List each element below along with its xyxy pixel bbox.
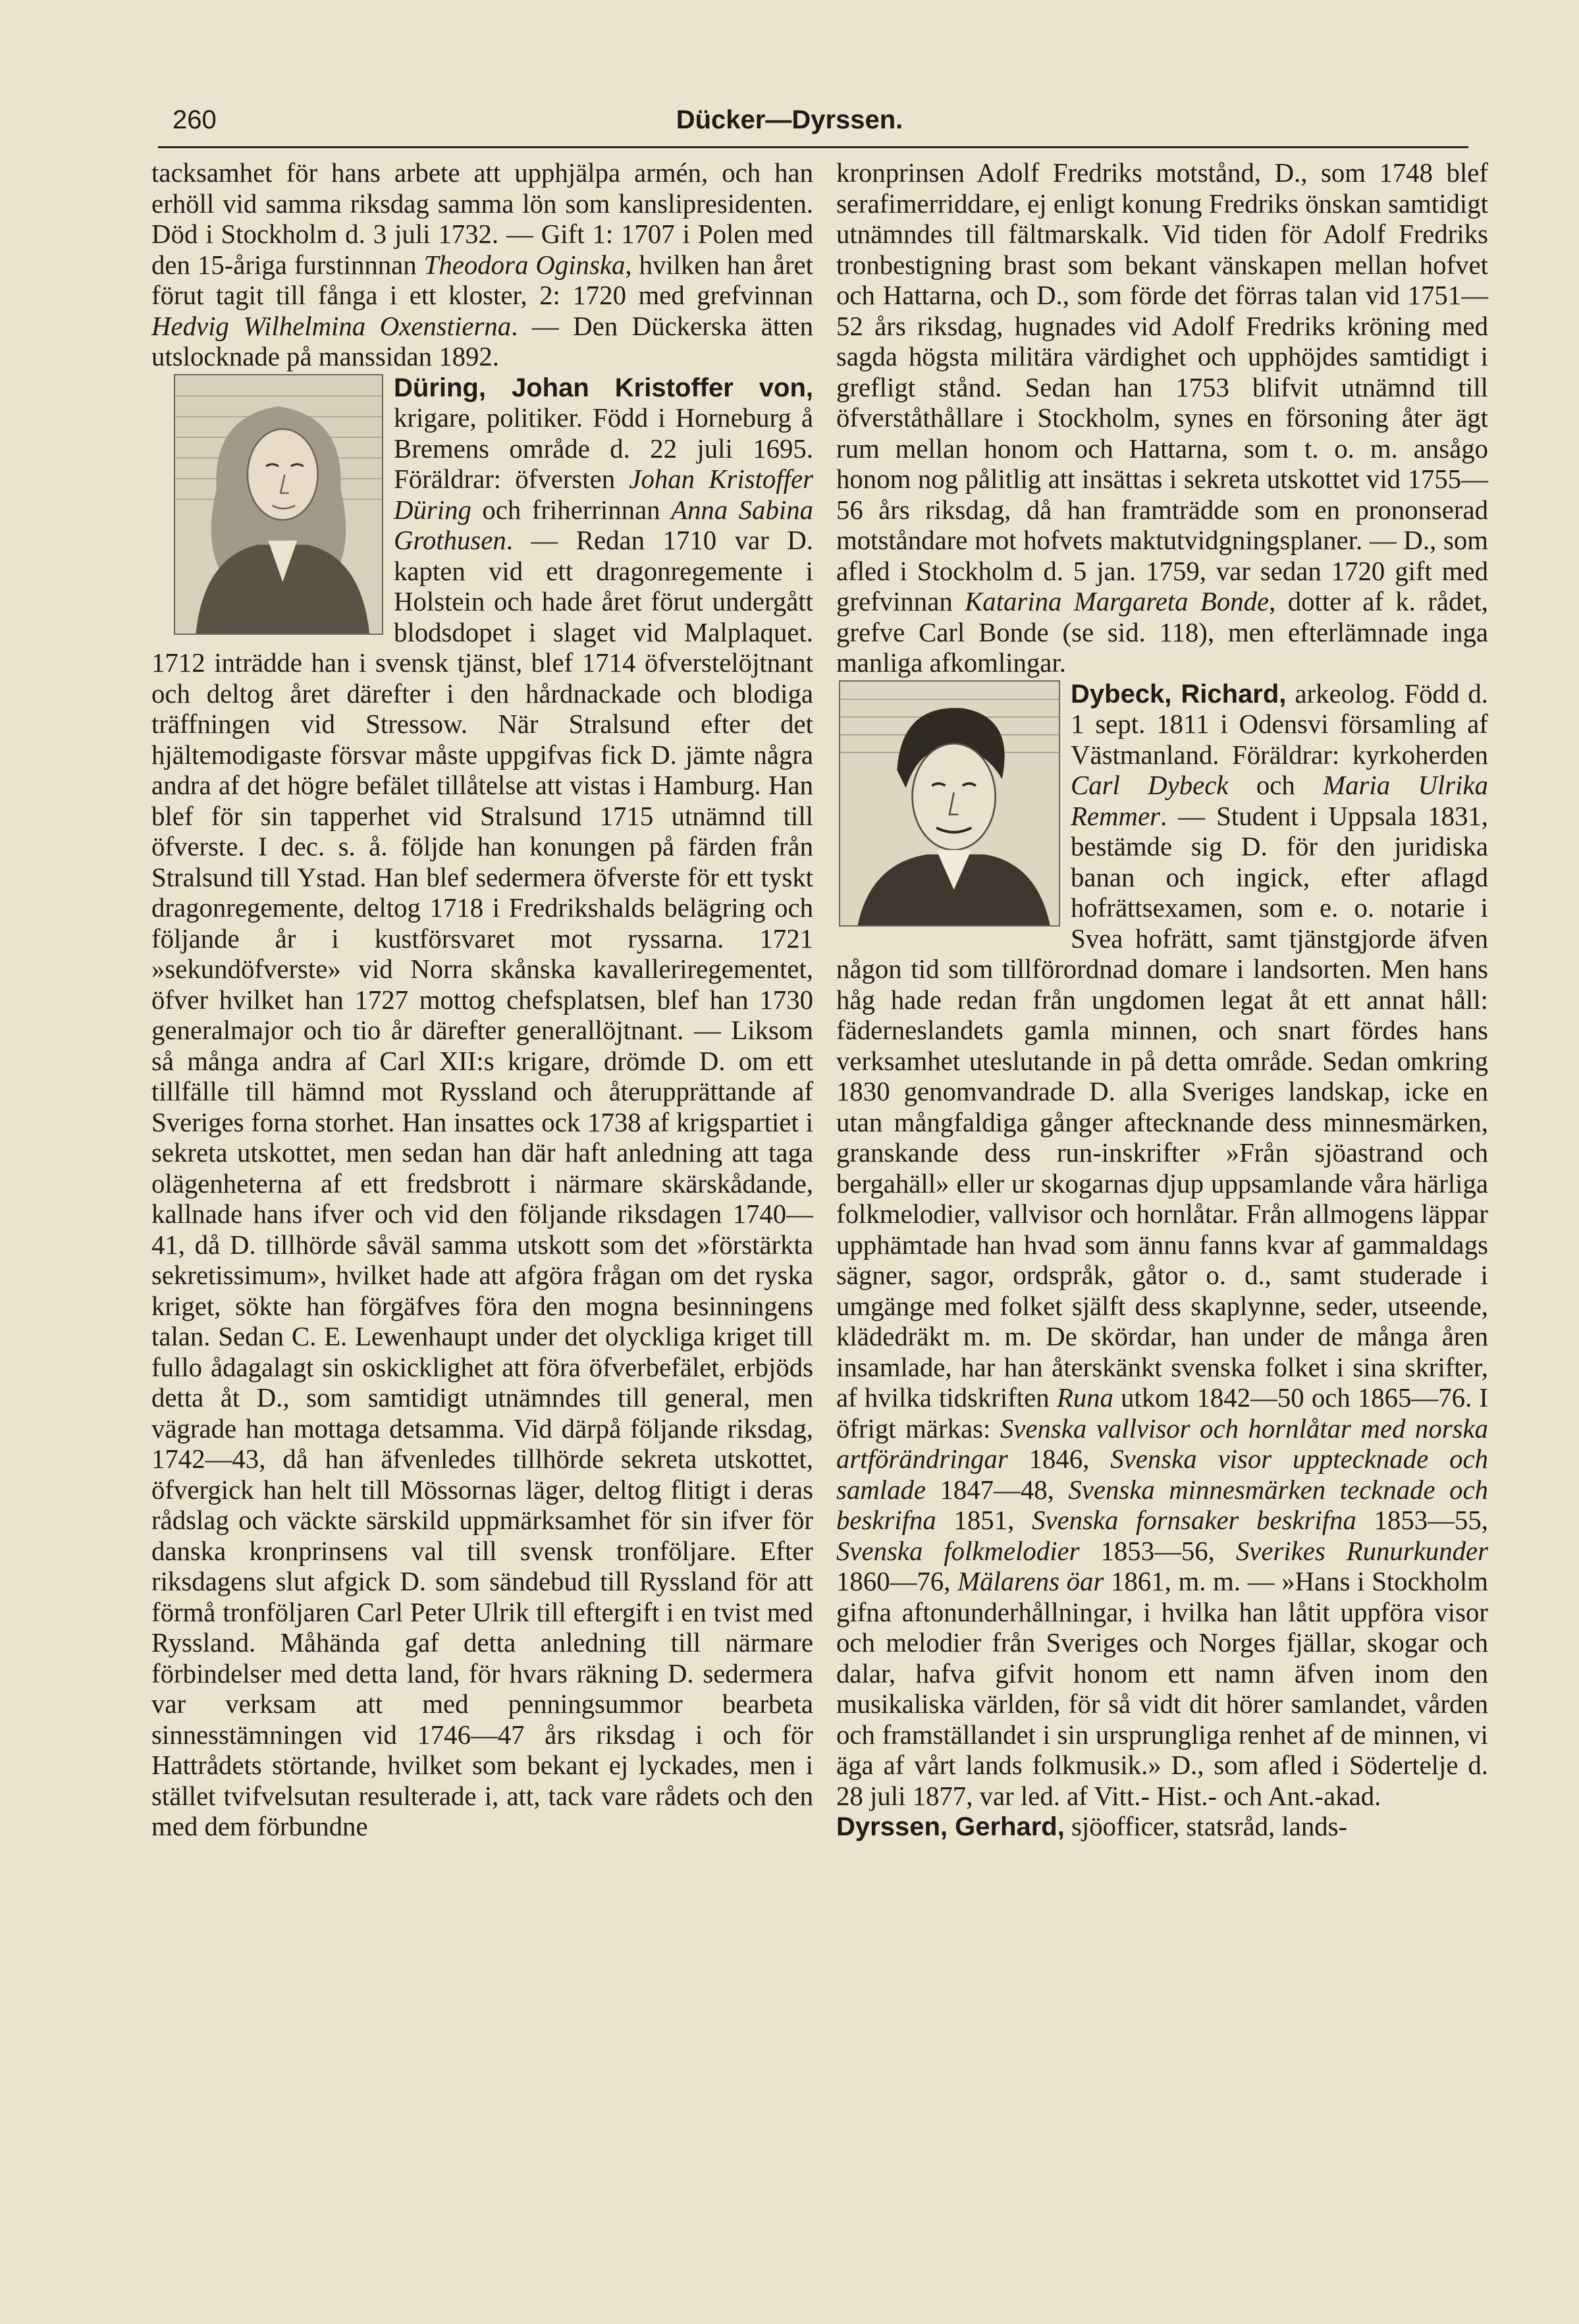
portrait-during-icon — [174, 374, 383, 635]
person-name: Anna Sabina Grothusen — [394, 495, 813, 555]
text-run: , dotter af k. rådet, grefve Carl Bonde (se sid. 118), men efterlämnade inga manliga afkomlingar. — [836, 587, 1489, 678]
work-title: Svenska fornsaker beskrifna — [1031, 1505, 1356, 1535]
person-name: Hedvig Wilhelmina Oxenstierna — [151, 311, 512, 341]
entry-during — [151, 373, 813, 1843]
text-run: . — Student i Uppsala 1831, bestämde sig D. för den juridiska banan och ingick, efter aflagd hofrättsexamen, som e. o. notarie i Svea hofrätt, samt tjänstgjorde äfven någon tid som tillförordnad domare i landsorten. Men hans håg hade redan från ungdomen legat åt ett annat håll: fäderneslandets gamla minnen, och snart fördes hans verksamhet uteslutande in på detta område. Sedan omkring 1830 genomvandrade D. alla Sveriges landskap, icke en utan mångfaldiga gånger aftecknande dess minnesmärken, granskande dess run-inskrifter »Från sjöastrand och bergahäll» eller ur skogarnas djup uppsamlande våra härliga folkmelodier, vallvisor och hornlåtar. Från allmogens läppar upphämtade han hvad som ännu fanns kvar af gammaldags sägner, sagor, ordspråk, gåtor o. d., samt studerade i umgänge med folket själft dess skaplynne, seder, utseende, klädedräkt m. m. De skördar, han under de många åren insamlade, har han återskänkt svenska folket i sina skrifter, af hvilka tidskriften — [836, 801, 1488, 1413]
person-name: Katarina Margareta Bonde — [965, 587, 1270, 616]
text-run: 1853—55, — [1356, 1505, 1488, 1535]
text-run: 1853—56, — [1079, 1536, 1236, 1566]
running-head: Dücker—Dyrssen. — [676, 105, 903, 134]
text-run: sjöofficer, statsråd, lands- — [1064, 1812, 1348, 1841]
text-run: krigare, politiker. Född i Horneburg å Bremens område d. 22 juli 1695. Föräldrar: öfversten — [394, 403, 813, 494]
entry-name-dybeck: Dybeck, Richard, — [1071, 679, 1287, 709]
right-column — [836, 158, 1488, 1843]
page-number: 260 — [173, 105, 217, 134]
text-run: , hvilken han året förut tagit till fånga i ett kloster, 2: 1720 med grefvinnan — [151, 250, 813, 310]
text-run: och — [1228, 770, 1324, 800]
work-title: Mälarens öar — [957, 1567, 1104, 1596]
text-run: 1861, m. m. — »Hans i Stockholm gifna aftonunderhållningar, i hvilka han låtit uppföra visor och melodier från Sveriges och Norges fjällar, skogar och dalar, hafva gifvit honom ett namn äfven inom den musikaliska världen, för så vidt dit hörer samlandet, vården och framställandet i sin ursprungliga renhet af de minnen, vi äga af vårt lands folkmusik.» D., som afled i Södertelje d. 28 juli 1877, var led. af Vitt.- Hist.- och Ant.-akad. — [836, 1567, 1488, 1811]
work-title: Svenska folkmelodier — [836, 1536, 1080, 1566]
text-run: 1851, — [936, 1505, 1032, 1535]
work-title: Runa — [1056, 1383, 1113, 1413]
work-title: Svenska visor upptecknade och samlade — [836, 1444, 1488, 1505]
text-run: 1860—76, — [836, 1567, 958, 1596]
text-run: arkeolog. Född d. 1 sept. 1811 i Odensvi församling af Västmanland. Föräldrar: kyrkoherden — [1071, 678, 1488, 770]
text-run: utkom 1842—50 och 1865—76. I öfrigt märkas: — [836, 1383, 1489, 1444]
entry-dyrssen — [836, 1812, 1488, 1843]
entry-dybeck — [836, 679, 1488, 1812]
person-name: Carl Dybeck — [1071, 770, 1229, 800]
header-rule — [158, 146, 1468, 148]
person-name: Johan Kristoffer Düring — [394, 464, 813, 525]
text-run: och friherrinnan — [471, 495, 672, 525]
left-column — [151, 158, 813, 1843]
text-run: . — Den Dückerska ätten utslocknade på manssidan 1892. — [151, 311, 813, 371]
entry-during-continued — [836, 158, 1488, 679]
work-title: Sverikes Runurkunder — [1235, 1536, 1488, 1566]
text-run: 1847—48, — [925, 1474, 1069, 1505]
text-run: kronprinsen Adolf Fredriks motstånd, D., som 1748 blef serafimerriddare, ej enligt konung Fredriks önskan samtidigt utnämndes till fältmarskalk. Vid tiden för Adolf Fredriks tronbestigning brast som bekant vänskapen mellan hofvet och Hattarna, och D., som förde det förras talan vid 1751—52 års riksdag, hugnades vid Adolf Fredriks kröning med sagda högsta militära värdighet och upphöjdes samtidigt i grefligt stånd. Sedan han 1753 blifvit utnämnd till öfverståthållare i Stockholm, synes en försoning åter ägt rum mellan honom och Hattarna, som t. o. m. ansågo honom nog pålitlig att insättas i sekreta utskottet vid 1755—56 års riksdag, då han framträdde som en prononserad motståndare mot hofvets maktutvidgningsplaner. — D., som afled i Stockholm d. 5 jan. 1759, var sedan 1720 gift med grefvinnan — [836, 158, 1488, 616]
work-title: Svenska vallvisor och hornlåtar med norska artförändringar — [836, 1413, 1488, 1474]
entry-ducker-end — [151, 158, 813, 373]
portrait-dybeck-icon — [839, 680, 1060, 927]
person-name: Theodora Oginska — [423, 250, 626, 280]
text-run: tacksamhet för hans arbete att upphjälpa armén, och han erhöll vid samma riksdag samma lön som kanslipresidenten. Död i Stockholm d. 3 juli 1732. — Gift 1: 1707 i Polen med den 15-åriga furstinnnan — [151, 158, 813, 280]
text-run: 1846, — [1007, 1444, 1111, 1474]
text-run: . — Redan 1710 var D. kapten vid ett dragonregemente i Holstein och hade året förut undergått blodsdopet i slaget vid Malplaquet. 1712 inträdde han i svensk tjänst, blef 1714 öfverstelöjtnant och deltog året därefter i den hårdnackade och blodiga träffningen vid Stressow. När Stralsund efter det hjältemodigaste försvar måste uppgifvas fick D. jämte några andra af det högre befälet tillåtelse att vistas i Hamburg. Han blef för sin tapperhet vid Stralsund 1715 utnämnd till öfverste. I dec. s. å. följde han konungen på färden från Stralsund till Ystad. Han blef sedermera öfverste för ett tyskt dragonregemente, deltog 1718 i Fredrikshalds belägring och följande år i kustförsvaret mot ryssarna. 1721 »sekundöfverste» vid Norra skånska kavalleriregementet, öfver hvilket han 1727 mottog chefsplatsen, blef han 1730 generalmajor och tio år därefter generallöjtnant. — Liksom så många andra af Carl XII:s krigare, drömde D. om ett tillfälle till hämnd mot Ryssland och återupprättande af Sveriges forna storhet. Han insattes ock 1738 af krigspartiet i sekreta utskottet, men sedan han där haft anledning att taga olägenheterna af ett fredsbrott i närmare skärskådande, kallnade hans ifver och vid den följande riksdagen 1740—41, då D. tillhörde såväl samma utskott som det »förstärkta sekretissimum», hvilket hade att afgöra frågan om det ryska kriget, sökte han förgäfves föra den mogna besinningens talan. Sedan C. E. Lewenhaupt under det olyckliga kriget till fullo ådagalagt sin oskicklighet att föra öfverbefälet, erbjöds detta åt D., som samtidigt utnämndes till general, men vägrade han mottaga detsamma. Vid därpå följande riksdag, 1742—43, då han äfvenledes tillhörde sekreta utskottet, öfvergick han helt till Mössornas läger, deltog flitigt i deras rådslag och väckte särskild uppmärksamhet för sin ifver för danska kronprinsens val till svensk tronföljare. Efter riksdagens slut afgick D. som sändebud till Ryssland för att förmå tronföljaren Carl Peter Ulrik till eftergift i en tvist med Ryssland. Måhända gaf detta anledning till närmare förbindelser med detta land, för hvars räkning D. sedermera var verksam att med penningsummor bearbeta sinnesstämningen vid 1746—47 års riksdag i och för Hattrådets störtande, hvilket som bekant ej lyckades, men i stället tvifvelsutan resulterade i, att, tack vare rådets och den med dem förbundne — [151, 526, 813, 1841]
work-title: Svenska minnesmärken tecknade och beskrifna — [836, 1474, 1488, 1535]
person-name: Maria Ulrika Remmer — [1071, 770, 1488, 831]
entry-name-during: Düring, Johan Kristoffer von, — [394, 373, 813, 402]
entry-name-dyrssen: Dyrssen, Gerhard, — [836, 1812, 1065, 1841]
